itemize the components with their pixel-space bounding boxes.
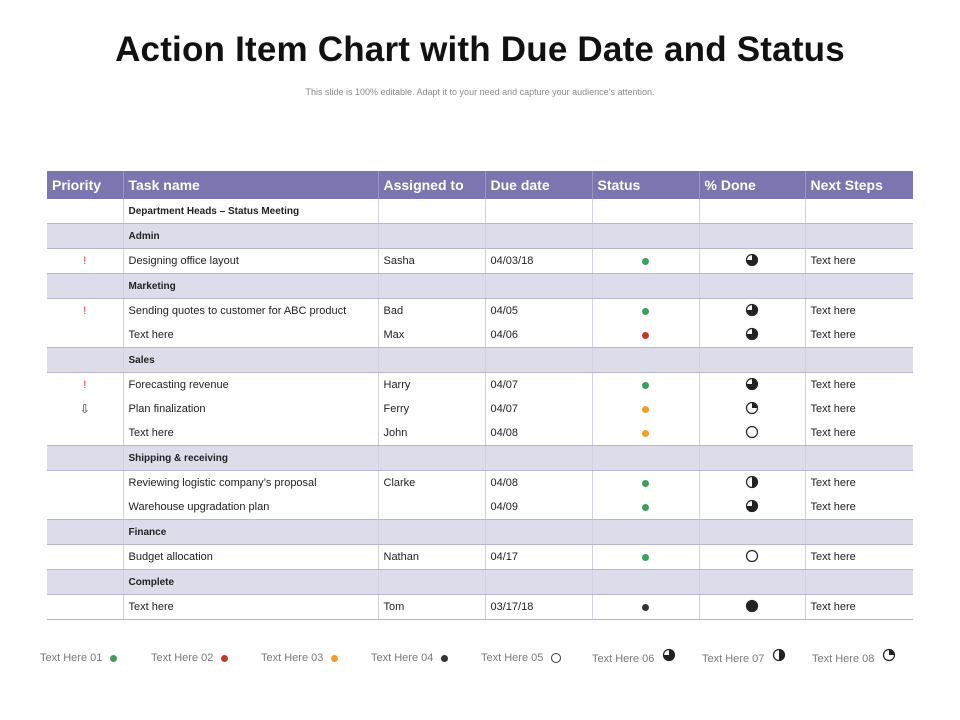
legend-item bbox=[371, 648, 448, 668]
next-steps-cell: Text here bbox=[805, 299, 913, 324]
assigned-to-cell: Harry bbox=[378, 373, 485, 398]
next-steps-cell: Text here bbox=[805, 471, 913, 496]
legend-label: Text Here 06 bbox=[592, 652, 655, 665]
legend-item bbox=[40, 648, 117, 668]
header-percent-done: % Done bbox=[699, 171, 805, 199]
next-steps-cell: Text here bbox=[805, 545, 913, 570]
status-dot-icon bbox=[642, 308, 649, 315]
priority-cell bbox=[47, 421, 123, 446]
legend-dot-icon bbox=[221, 648, 228, 668]
status-cell bbox=[592, 397, 699, 421]
status-dot-icon bbox=[642, 604, 649, 611]
assigned-to-cell: Tom bbox=[378, 595, 485, 620]
table-row bbox=[47, 595, 913, 620]
next-steps-cell: Text here bbox=[805, 397, 913, 421]
percent-done-cell bbox=[699, 495, 805, 520]
assigned-to-cell: Max bbox=[378, 323, 485, 348]
task-name-cell: Budget allocation bbox=[123, 545, 378, 570]
section-row-complete bbox=[47, 570, 913, 595]
legend-label: Text Here 02 bbox=[151, 652, 214, 665]
status-cell bbox=[592, 545, 699, 570]
header-next-steps: Next Steps bbox=[805, 171, 913, 199]
table-row bbox=[47, 373, 913, 398]
assigned-to-cell: Ferry bbox=[378, 397, 485, 421]
legend-dot-icon bbox=[331, 648, 338, 668]
next-steps-cell: Text here bbox=[805, 373, 913, 398]
section-label: Shipping & receiving bbox=[123, 446, 378, 471]
header-status: Status bbox=[592, 171, 699, 199]
legend-item bbox=[812, 648, 896, 668]
legend-label: Text Here 01 bbox=[40, 652, 103, 665]
due-date-cell: 04/08 bbox=[485, 421, 592, 446]
status-dot-icon bbox=[642, 332, 649, 339]
legend-item bbox=[151, 648, 228, 668]
percent-done-cell bbox=[699, 373, 805, 398]
next-steps-cell: Text here bbox=[805, 323, 913, 348]
status-cell bbox=[592, 323, 699, 348]
section-label: Finance bbox=[123, 520, 378, 545]
task-name-cell: Warehouse upgradation plan bbox=[123, 495, 378, 520]
status-cell bbox=[592, 421, 699, 446]
legend-item bbox=[592, 648, 676, 668]
due-date-cell: 04/07 bbox=[485, 397, 592, 421]
status-dot-icon bbox=[642, 480, 649, 487]
section-label: Department Heads – Status Meeting bbox=[123, 199, 378, 224]
legend-pie-icon bbox=[662, 648, 676, 669]
progress-pie-icon bbox=[745, 253, 759, 270]
header-task-name: Task name bbox=[123, 171, 378, 199]
status-cell bbox=[592, 299, 699, 324]
percent-done-cell bbox=[699, 299, 805, 324]
page-subtitle: This slide is 100% editable. Adapt it to your need and capture your audience’s attention. bbox=[305, 87, 655, 97]
legend-item bbox=[702, 648, 786, 668]
assigned-to-cell: Bad bbox=[378, 299, 485, 324]
due-date-cell: 04/09 bbox=[485, 495, 592, 520]
task-name-cell: Text here bbox=[123, 595, 378, 620]
legend-label: Text Here 05 bbox=[481, 652, 544, 665]
status-cell bbox=[592, 373, 699, 398]
status-cell bbox=[592, 495, 699, 520]
table-row bbox=[47, 471, 913, 496]
task-name-cell: Text here bbox=[123, 323, 378, 348]
progress-pie-icon bbox=[745, 425, 759, 442]
legend-pie-icon bbox=[772, 648, 786, 669]
table-row bbox=[47, 323, 913, 348]
percent-done-cell bbox=[699, 545, 805, 570]
percent-done-cell bbox=[699, 421, 805, 446]
task-name-cell: Sending quotes to customer for ABC product bbox=[123, 299, 378, 324]
status-cell bbox=[592, 595, 699, 620]
table-row bbox=[47, 299, 913, 324]
table-row bbox=[47, 421, 913, 446]
legend-item bbox=[481, 648, 561, 668]
table-row bbox=[47, 397, 913, 421]
page-title: Action Item Chart with Due Date and Status bbox=[115, 30, 845, 69]
legend-label: Text Here 04 bbox=[371, 652, 434, 665]
table-row bbox=[47, 249, 913, 274]
progress-pie-icon bbox=[745, 549, 759, 566]
legend-label: Text Here 03 bbox=[261, 652, 324, 665]
priority-cell bbox=[47, 249, 123, 274]
table-header-row bbox=[47, 171, 913, 199]
legend-ring-icon bbox=[551, 648, 561, 668]
due-date-cell: 04/17 bbox=[485, 545, 592, 570]
next-steps-cell: Text here bbox=[805, 249, 913, 274]
priority-marker: ! bbox=[83, 255, 87, 267]
legend-dot-icon bbox=[110, 648, 117, 668]
section-row-shipping bbox=[47, 446, 913, 471]
percent-done-cell bbox=[699, 323, 805, 348]
legend-dot-icon bbox=[441, 648, 448, 668]
priority-cell bbox=[47, 471, 123, 496]
legend-pie-icon bbox=[882, 648, 896, 669]
task-name-cell: Designing office layout bbox=[123, 249, 378, 274]
legend-label: Text Here 07 bbox=[702, 652, 765, 665]
table-row bbox=[47, 495, 913, 520]
assigned-to-cell: John bbox=[378, 421, 485, 446]
status-dot-icon bbox=[642, 554, 649, 561]
next-steps-cell: Text here bbox=[805, 595, 913, 620]
header-priority: Priority bbox=[47, 171, 123, 199]
status-cell bbox=[592, 471, 699, 496]
task-name-cell: Plan finalization bbox=[123, 397, 378, 421]
section-row-department-heads bbox=[47, 199, 913, 224]
assigned-to-cell: Nathan bbox=[378, 545, 485, 570]
progress-pie-icon bbox=[745, 377, 759, 394]
action-item-table bbox=[47, 171, 913, 620]
table-row bbox=[47, 545, 913, 570]
priority-marker: ! bbox=[83, 305, 87, 317]
section-label: Complete bbox=[123, 570, 378, 595]
header-assigned-to: Assigned to bbox=[378, 171, 485, 199]
progress-pie-icon bbox=[745, 401, 759, 418]
status-dot-icon bbox=[642, 504, 649, 511]
section-row-sales bbox=[47, 348, 913, 373]
priority-cell bbox=[47, 545, 123, 570]
progress-pie-icon bbox=[745, 599, 759, 616]
status-cell bbox=[592, 249, 699, 274]
priority-cell bbox=[47, 397, 123, 421]
section-row-admin bbox=[47, 224, 913, 249]
priority-cell bbox=[47, 323, 123, 348]
priority-cell bbox=[47, 299, 123, 324]
percent-done-cell bbox=[699, 249, 805, 274]
section-row-marketing bbox=[47, 274, 913, 299]
percent-done-cell bbox=[699, 397, 805, 421]
due-date-cell: 04/08 bbox=[485, 471, 592, 496]
legend-item bbox=[261, 648, 338, 668]
priority-cell bbox=[47, 373, 123, 398]
section-label: Admin bbox=[123, 224, 378, 249]
due-date-cell: 03/17/18 bbox=[485, 595, 592, 620]
section-label: Marketing bbox=[123, 274, 378, 299]
task-name-cell: Text here bbox=[123, 421, 378, 446]
due-date-cell: 04/03/18 bbox=[485, 249, 592, 274]
progress-pie-icon bbox=[745, 327, 759, 344]
section-label: Sales bbox=[123, 348, 378, 373]
priority-cell bbox=[47, 595, 123, 620]
priority-marker: ! bbox=[83, 379, 87, 391]
status-legend bbox=[40, 648, 920, 668]
header-due-date: Due date bbox=[485, 171, 592, 199]
status-dot-icon bbox=[642, 406, 649, 413]
due-date-cell: 04/07 bbox=[485, 373, 592, 398]
task-name-cell: Reviewing logistic company’s proposal bbox=[123, 471, 378, 496]
priority-marker: ⇩ bbox=[79, 402, 90, 416]
assigned-to-cell: Clarke bbox=[378, 471, 485, 496]
percent-done-cell bbox=[699, 595, 805, 620]
section-row-finance bbox=[47, 520, 913, 545]
legend-label: Text Here 08 bbox=[812, 652, 875, 665]
next-steps-cell: Text here bbox=[805, 421, 913, 446]
progress-pie-icon bbox=[745, 303, 759, 320]
status-dot-icon bbox=[642, 430, 649, 437]
next-steps-cell: Text here bbox=[805, 495, 913, 520]
progress-pie-icon bbox=[745, 499, 759, 516]
status-dot-icon bbox=[642, 258, 649, 265]
percent-done-cell bbox=[699, 471, 805, 496]
progress-pie-icon bbox=[745, 475, 759, 492]
due-date-cell: 04/06 bbox=[485, 323, 592, 348]
assigned-to-cell: Sasha bbox=[378, 249, 485, 274]
status-dot-icon bbox=[642, 382, 649, 389]
assigned-to-cell bbox=[378, 495, 485, 520]
task-name-cell: Forecasting revenue bbox=[123, 373, 378, 398]
priority-cell bbox=[47, 495, 123, 520]
due-date-cell: 04/05 bbox=[485, 299, 592, 324]
